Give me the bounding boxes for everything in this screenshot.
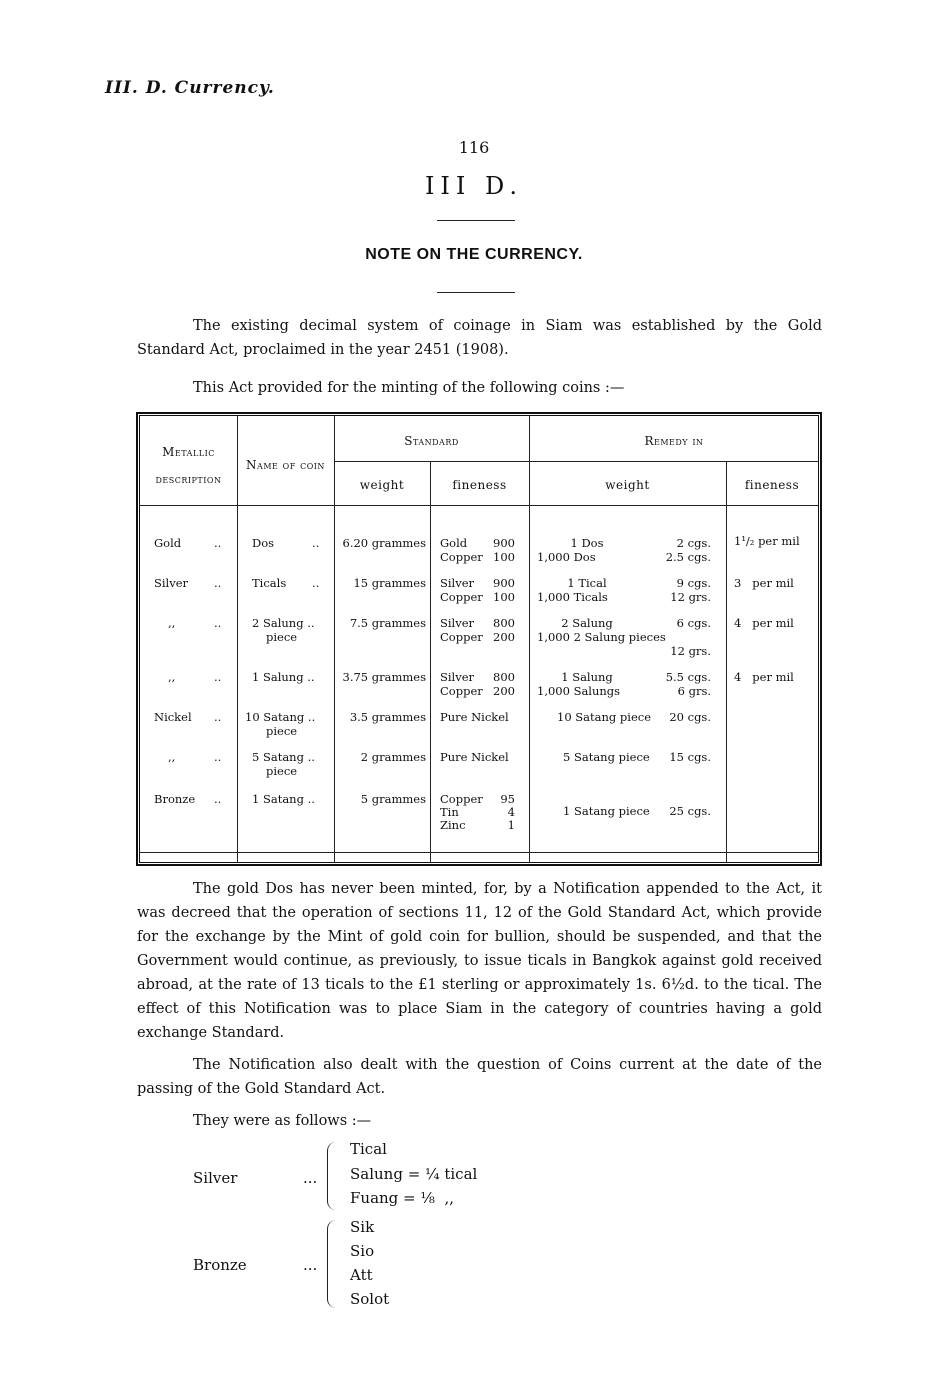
act-paragraph: This Act provided for the minting of the following coins :— (193, 380, 625, 396)
leader-dots: ... (303, 1169, 318, 1187)
note-title: NOTE ON THE CURRENCY. (365, 246, 583, 263)
weight-cell: 6.20 grammes (342, 536, 426, 550)
column-rule (237, 416, 238, 862)
leader-dots: .. (214, 792, 222, 806)
intro-paragraph: The existing decimal system of coinage in Siam was established by the Gold Standard Act, proclaimed in the year 2451 (1908). (137, 318, 822, 358)
leader-dots: .. (214, 616, 222, 630)
running-head: III. D. Currency. (105, 78, 275, 98)
header-rem-fineness: fineness (744, 478, 800, 492)
header-description: description (155, 472, 222, 486)
metal-cell: Nickel (154, 710, 192, 724)
ditto-mark: ,, (168, 670, 176, 684)
header-metallic: Metallic (162, 445, 215, 459)
fineness-metal: Zinc (440, 818, 466, 832)
remedy-item: 1 Salung (561, 670, 613, 684)
fineness-metal: Silver (440, 576, 475, 590)
coin-table (136, 412, 822, 866)
coin-cell: 2 Salung .. (252, 616, 315, 630)
remedy-fineness: 4 per mil (734, 670, 794, 684)
leader-dots: ... (303, 1256, 318, 1274)
remedy-value: 15 cgs. (669, 750, 711, 764)
remedy-item: 1,000 Dos (537, 550, 596, 564)
leader-dots: .. (312, 576, 320, 590)
ditto-mark: ,, (168, 750, 176, 764)
fineness-value: 4 (507, 805, 515, 819)
header-standard: Standard (404, 434, 459, 448)
footer-rule (140, 852, 818, 853)
remedy-value: 5.5 cgs. (665, 670, 711, 684)
silver-item: Tical (350, 1140, 387, 1158)
header-name-of-coin: Name of coin (246, 458, 325, 472)
coin-cell-cont: piece (266, 764, 298, 778)
remedy-item: 1 Satang piece (563, 804, 650, 818)
header-rule (334, 461, 818, 462)
fineness-metal: Copper (440, 684, 483, 698)
leader-dots: .. (214, 536, 222, 550)
leader-dots: .. (312, 536, 320, 550)
remedy-value: 2 cgs. (676, 536, 711, 550)
weight-cell: 2 grammes (360, 750, 426, 764)
coin-cell: Dos (252, 536, 275, 550)
remedy-item: 1 Tical (567, 576, 607, 590)
weight-cell: 15 grammes (353, 576, 426, 590)
metal-cell: Gold (154, 536, 182, 550)
fineness-value: 1 (507, 818, 515, 832)
column-rule (726, 462, 727, 862)
weight-cell: 3.5 grammes (349, 710, 426, 724)
remedy-value: 12 grs. (670, 590, 711, 604)
weight-cell: 3.75 grammes (342, 670, 426, 684)
fineness-value: 900 (493, 576, 515, 590)
coin-cell-cont: piece (266, 630, 298, 644)
header-rule (140, 505, 818, 506)
remedy-item: 2 Salung (561, 616, 613, 630)
bronze-item: Solot (350, 1290, 390, 1308)
coin-cell: 10 Satang .. (245, 710, 316, 724)
remedy-value: 9 cgs. (676, 576, 711, 590)
fineness-value: 95 (500, 792, 515, 806)
remedy-fineness: 1¹/₂ per mil (734, 534, 800, 548)
bronze-item: Sik (350, 1218, 375, 1236)
remedy-fineness: 4 per mil (734, 616, 794, 630)
fineness-metal: Copper (440, 550, 483, 564)
silver-brace (327, 1142, 336, 1210)
leader-dots: .. (214, 576, 222, 590)
fineness-value: 200 (493, 684, 515, 698)
silver-item: Fuang = ⅛ ,, (350, 1189, 454, 1207)
header-std-weight: weight (359, 478, 405, 492)
coin-cell: 1 Satang .. (252, 792, 315, 806)
notification-paragraph: The Notification also dealt with the question of Coins current at the date of the passing of the Gold Standard Act. (137, 1057, 822, 1097)
coin-cell: 5 Satang .. (252, 750, 315, 764)
remedy-item: 1,000 Ticals (537, 590, 608, 604)
fineness-metal: Copper (440, 792, 483, 806)
fineness-value: 100 (493, 550, 515, 564)
fineness-value: 800 (493, 670, 515, 684)
weight-cell: 7.5 grammes (349, 616, 426, 630)
coin-cell: 1 Salung .. (252, 670, 315, 684)
page-number: 116 (458, 138, 490, 157)
leader-dots: .. (214, 710, 222, 724)
leader-dots: .. (214, 670, 222, 684)
fineness-metal: Pure Nickel (440, 710, 509, 724)
dos-paragraph: The gold Dos has never been minted, for, by a Notification appended to the Act, it was decreed that the operation of sections 11, 12 of the Gold Standard Act, which provide for the exchange by the Mint of gold coin for bullion, should be suspended, and that the Government would continue, as previously, to issue ticals in Bangkok against gold received abroad, at the rate of 13 ticals to the £1 sterling or approximately 1s. 6½d. to the tical. The effect of this Notification was to place Siam in the category of countries having a gold exchange Standard. (137, 881, 822, 1041)
section-title: III D. (424, 172, 524, 200)
bronze-item: Att (350, 1266, 373, 1284)
header-rem-weight: weight (605, 478, 650, 492)
metal-cell: Silver (154, 576, 189, 590)
fineness-value: 900 (493, 536, 515, 550)
fineness-metal: Tin (440, 805, 459, 819)
remedy-value: 25 cgs. (669, 804, 711, 818)
remedy-value: 6 grs. (677, 684, 711, 698)
fineness-metal: Copper (440, 590, 483, 604)
silver-item: Salung = ¼ tical (350, 1165, 478, 1183)
divider-rule (437, 292, 515, 293)
remedy-value: 12 grs. (670, 644, 711, 658)
header-std-fineness: fineness (452, 478, 507, 492)
follows-line: They were as follows :— (193, 1113, 372, 1129)
column-rule (430, 462, 431, 862)
coin-cell: Ticals (252, 576, 287, 590)
remedy-value: 20 cgs. (669, 710, 711, 724)
metal-cell: Bronze (154, 792, 196, 806)
fineness-metal: Gold (440, 536, 468, 550)
coin-cell-cont: piece (266, 724, 298, 738)
bronze-item: Sio (350, 1242, 375, 1260)
remedy-fineness: 3 per mil (734, 576, 794, 590)
remedy-item: 1 Dos (570, 536, 604, 550)
remedy-item: 5 Satang piece (563, 750, 650, 764)
ditto-mark: ,, (168, 616, 176, 630)
remedy-item: 1,000 2 Salung pieces (537, 630, 666, 644)
fineness-metal: Pure Nickel (440, 750, 509, 764)
silver-label: Silver (193, 1169, 238, 1187)
fineness-value: 200 (493, 630, 515, 644)
fineness-metal: Copper (440, 630, 483, 644)
fineness-value: 100 (493, 590, 515, 604)
fineness-metal: Silver (440, 670, 475, 684)
fineness-value: 800 (493, 616, 515, 630)
bronze-brace (327, 1220, 336, 1308)
weight-cell: 5 grammes (360, 792, 426, 806)
header-remedy-in: Remedy in (644, 434, 704, 448)
fineness-metal: Silver (440, 616, 475, 630)
divider-rule (437, 220, 515, 221)
leader-dots: .. (214, 750, 222, 764)
remedy-item: 10 Satang piece (557, 710, 652, 724)
bronze-label: Bronze (193, 1256, 247, 1274)
remedy-value: 2.5 cgs. (665, 550, 711, 564)
remedy-value: 6 cgs. (676, 616, 711, 630)
remedy-item: 1,000 Salungs (537, 684, 621, 698)
